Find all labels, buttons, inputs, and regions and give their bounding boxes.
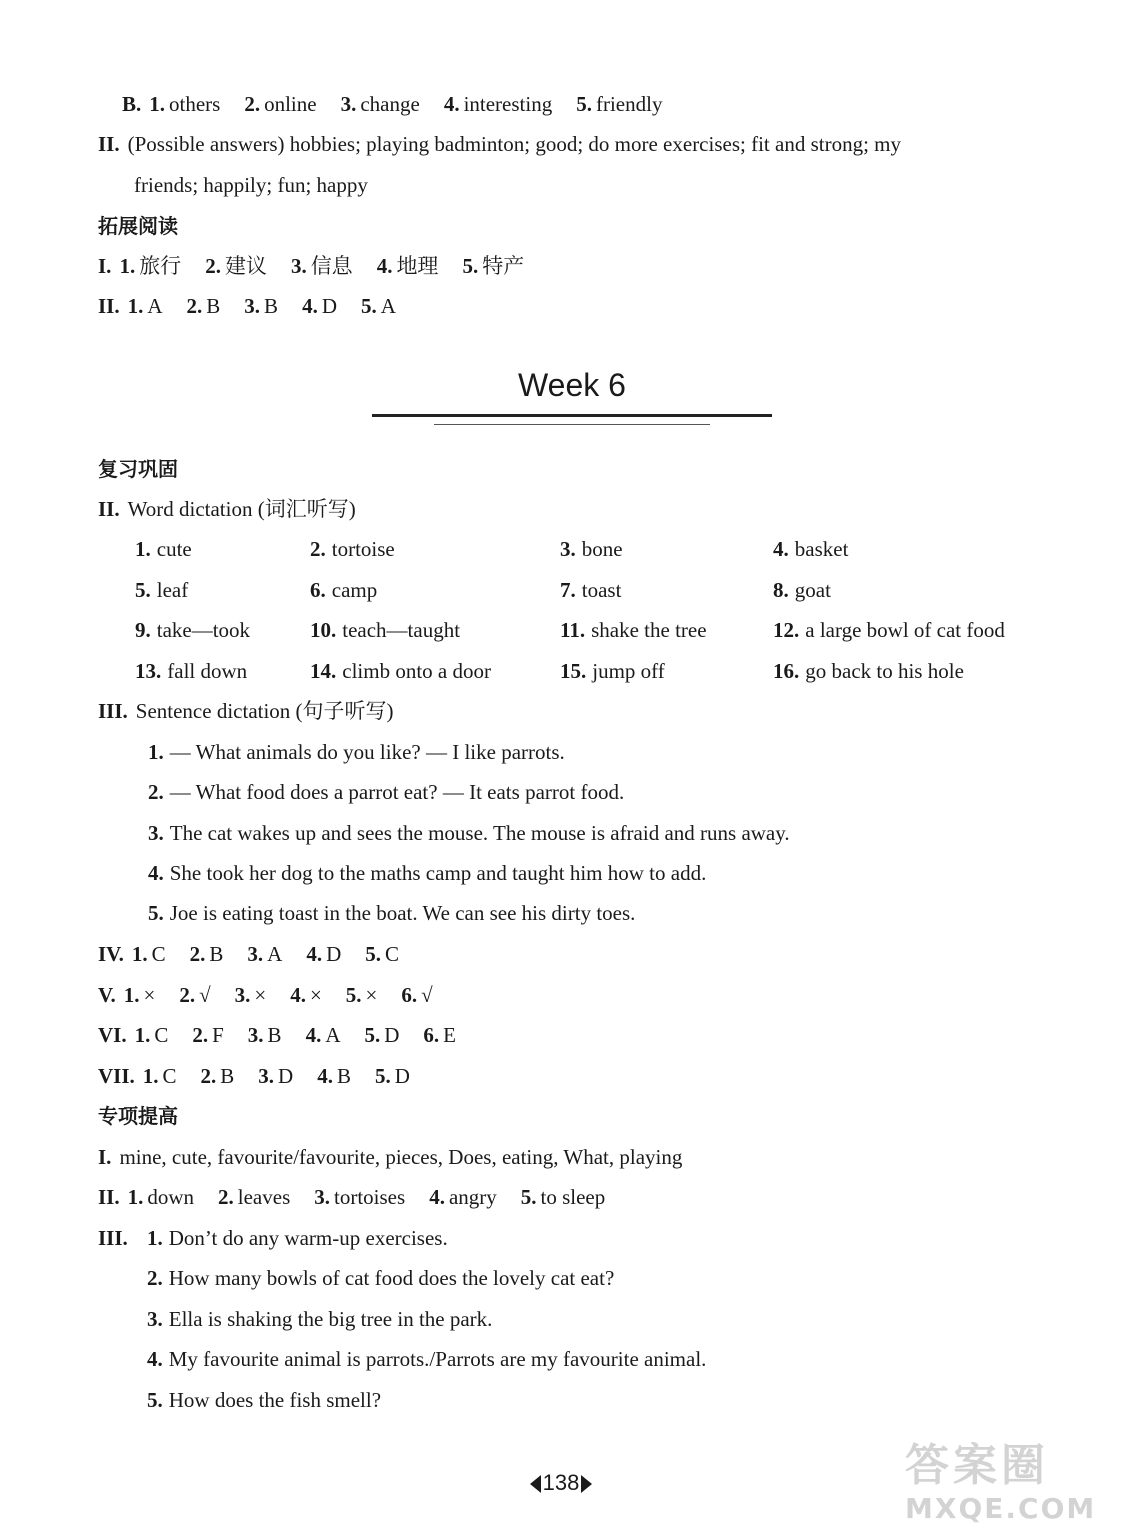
answer-item: [314, 1183, 405, 1211]
inline-items: [135, 1023, 480, 1047]
answer-item: [190, 940, 224, 968]
answer-item: [205, 252, 267, 280]
item-answer: D: [321, 294, 337, 318]
word-item: [560, 657, 665, 685]
sentence-item: [147, 1305, 492, 1333]
section-title: Word dictation (词汇听写): [127, 497, 356, 521]
sentence-text: She took her dog to the maths camp and taught him how to add.: [169, 861, 707, 885]
answer-item: [401, 981, 432, 1009]
answer-item: [201, 1062, 235, 1090]
sentence-item: [147, 1264, 614, 1292]
item-number: 5.: [576, 92, 592, 116]
sentence-text: Joe is eating toast in the boat. We can see his dirty toes.: [169, 901, 636, 925]
answer-item: [576, 90, 662, 118]
item-number: 1.: [131, 942, 148, 966]
sentence-item: [148, 899, 635, 927]
item-number: 3.: [290, 254, 307, 278]
item-answer: fall down: [167, 659, 248, 683]
item-answer: cute: [156, 537, 192, 561]
item-number: 10.: [310, 618, 337, 642]
sentence-item: [148, 778, 624, 806]
answer-item: [192, 1021, 223, 1049]
left-triangle-icon: [530, 1475, 541, 1493]
title-underline-thin: [434, 424, 710, 425]
item-answer: jump off: [592, 659, 665, 683]
answer-item: [317, 1062, 351, 1090]
watermark-cn: 答案圈: [905, 1440, 1049, 1491]
item-number: 1.: [123, 983, 140, 1007]
answer-item: [290, 981, 322, 1009]
answer-line-vi: [98, 1021, 480, 1049]
item-number: 4.: [305, 1023, 322, 1047]
item-answer: A: [147, 294, 163, 318]
inline-items: [128, 1185, 630, 1209]
sentence-text: My favourite animal is parrots./Parrots are my favourite animal.: [168, 1347, 707, 1371]
section-label: I.: [98, 1145, 112, 1169]
item-number: 2.: [148, 780, 164, 804]
answer-item: [302, 292, 337, 320]
answer-item: [128, 292, 163, 320]
item-answer: 旅行: [139, 254, 182, 278]
week-title: Week 6: [518, 367, 626, 403]
item-number: 4.: [376, 254, 393, 278]
sentence-text: How does the fish smell?: [168, 1388, 382, 1412]
answer-item: [247, 940, 282, 968]
answer-item: [306, 940, 341, 968]
item-answer: A: [267, 942, 283, 966]
word-item: [310, 616, 460, 644]
word-item: [560, 616, 707, 644]
word-dictation-title: [98, 495, 356, 523]
item-number: 5.: [135, 578, 151, 602]
item-number: 3.: [244, 294, 261, 318]
sentence-text: The cat wakes up and sees the mouse. The mouse is afraid and runs away.: [169, 821, 790, 845]
answer-item: [132, 940, 166, 968]
sentence-text: Ella is shaking the big tree in the park.: [168, 1307, 493, 1331]
answer-item: [306, 1021, 341, 1049]
item-answer: A: [380, 294, 396, 318]
item-number: 4.: [302, 294, 318, 318]
answer-item: [248, 1021, 282, 1049]
watermark-logo: [905, 1440, 1115, 1530]
answer-item: [235, 981, 267, 1009]
item-number: 3.: [234, 983, 251, 1007]
sentence-dictation-title: [98, 697, 394, 725]
word-item: [773, 657, 964, 685]
answer-item: [364, 1021, 399, 1049]
answer-line-b: [122, 90, 686, 118]
sentence-text: — What animals do you like? — I like parrots.: [169, 740, 565, 764]
item-number: 5.: [365, 942, 382, 966]
word-item: [135, 535, 192, 563]
item-number: 5.: [148, 901, 164, 925]
item-answer: tortoise: [331, 537, 395, 561]
answer-line-vii: [98, 1062, 434, 1090]
answer-line-ii: [98, 130, 901, 158]
item-answer: leaf: [156, 578, 189, 602]
answer-item: [149, 90, 220, 118]
item-answer: 信息: [310, 254, 353, 278]
item-number: 2.: [218, 1185, 234, 1209]
item-number: 5.: [364, 1023, 381, 1047]
answer-line-iv: [98, 940, 423, 968]
answer-item: [291, 252, 353, 280]
item-answer: C: [154, 1023, 169, 1047]
item-answer: 地理: [396, 254, 439, 278]
answer-line-ii-continued: [134, 171, 368, 199]
item-answer: climb onto a door: [342, 659, 491, 683]
answer-item: [341, 90, 420, 118]
word-item: [310, 657, 491, 685]
item-number: 2.: [205, 254, 221, 278]
section-label: VII.: [98, 1064, 135, 1088]
item-number: 3.: [247, 1023, 264, 1047]
sentence-item: [147, 1224, 448, 1252]
section-label: I.: [98, 254, 112, 278]
section-label: IV.: [98, 942, 124, 966]
item-answer: basket: [794, 537, 849, 561]
answer-item: [462, 252, 524, 280]
answer-item: [423, 1021, 456, 1049]
sentence-item: [148, 859, 706, 887]
item-number: 14.: [310, 659, 337, 683]
item-number: 5.: [147, 1388, 163, 1412]
item-number: 2.: [147, 1266, 163, 1290]
item-answer: D: [326, 942, 342, 966]
item-number: 1.: [135, 537, 151, 561]
answer-item: [119, 252, 181, 280]
sentence-text: — What food does a parrot eat? — It eats parrot food.: [169, 780, 625, 804]
item-number: 5.: [462, 254, 479, 278]
item-answer: B: [264, 294, 279, 318]
item-answer: ×: [143, 983, 156, 1007]
answer-item: [375, 1062, 410, 1090]
answer-line-v: [98, 981, 457, 1009]
word-item: [560, 535, 623, 563]
answer-item: [187, 292, 221, 320]
answer-line-iii-label: [98, 1224, 128, 1252]
answer-item: [244, 90, 316, 118]
item-answer: down: [147, 1185, 195, 1209]
item-number: 13.: [135, 659, 162, 683]
answer-text: (Possible answers) hobbies; playing badminton; good; do more exercises; fit and strong; my: [127, 132, 901, 156]
word-item: [135, 657, 247, 685]
item-number: 7.: [560, 578, 576, 602]
item-answer: C: [151, 942, 166, 966]
item-answer: ×: [254, 983, 267, 1007]
item-answer: 特产: [482, 254, 525, 278]
item-number: 2.: [244, 92, 261, 116]
answer-item: [128, 1183, 194, 1211]
section-heading-extended-reading: 拓展阅读: [98, 214, 178, 238]
item-number: 9.: [135, 618, 151, 642]
item-answer: 建议: [224, 254, 267, 278]
item-number: 4.: [429, 1185, 445, 1209]
item-answer: bone: [581, 537, 623, 561]
sentence-item: [148, 738, 565, 766]
item-number: 4.: [773, 537, 789, 561]
sentence-item: [147, 1345, 706, 1373]
answer-item: [429, 1183, 497, 1211]
item-number: 5.: [345, 983, 362, 1007]
item-number: 4.: [443, 92, 460, 116]
answer-line-i: [98, 252, 548, 280]
item-number: 5.: [360, 294, 377, 318]
answer-item: [346, 981, 378, 1009]
item-answer: online: [264, 92, 317, 116]
word-item: [560, 576, 621, 604]
item-answer: friendly: [595, 92, 663, 116]
item-number: 2.: [200, 1064, 217, 1088]
answer-text: mine, cute, favourite/favourite, pieces, Does, eating, What, playing: [119, 1145, 683, 1169]
item-answer: B: [220, 1064, 235, 1088]
item-answer: A: [325, 1023, 341, 1047]
word-item: [135, 616, 250, 644]
section-label: II.: [98, 294, 120, 318]
item-number: 1.: [127, 1185, 144, 1209]
word-item: [773, 616, 1005, 644]
item-number: 11.: [560, 618, 586, 642]
item-answer: E: [443, 1023, 456, 1047]
section-title: Sentence dictation (句子听写): [135, 699, 394, 723]
item-number: 1.: [134, 1023, 151, 1047]
answer-item: [135, 1021, 169, 1049]
section-heading-review: 复习巩固: [98, 457, 178, 481]
item-answer: shake the tree: [591, 618, 707, 642]
item-answer: tortoises: [334, 1185, 406, 1209]
sentence-text: How many bowls of cat food does the lovely cat eat?: [168, 1266, 615, 1290]
section-label: II.: [98, 132, 120, 156]
item-answer: teach—taught: [342, 618, 461, 642]
item-answer: angry: [448, 1185, 497, 1209]
item-answer: a large bowl of cat food: [805, 618, 1005, 642]
answer-item: [218, 1183, 290, 1211]
answer-text: friends; happily; fun; happy: [134, 173, 368, 197]
item-number: 15.: [560, 659, 587, 683]
item-answer: toast: [581, 578, 622, 602]
answer-item: [258, 1062, 293, 1090]
section-label: III.: [98, 1226, 128, 1250]
item-number: 2.: [179, 983, 196, 1007]
item-number: 1.: [127, 294, 144, 318]
answer-line-i: [98, 1143, 682, 1171]
section-label: II.: [98, 1185, 120, 1209]
item-answer: D: [278, 1064, 294, 1088]
item-answer: camp: [331, 578, 378, 602]
answer-item: [377, 252, 439, 280]
item-answer: D: [384, 1023, 400, 1047]
item-number: 6.: [310, 578, 326, 602]
answer-item: [361, 292, 396, 320]
item-number: 4.: [290, 983, 306, 1007]
inline-items: [149, 92, 686, 116]
section-label: III.: [98, 699, 128, 723]
item-answer: interesting: [463, 92, 553, 116]
item-answer: C: [162, 1064, 177, 1088]
answer-item: [179, 981, 210, 1009]
item-number: 3.: [340, 92, 357, 116]
sentence-item: [148, 819, 790, 847]
item-number: 1.: [149, 92, 166, 116]
sentence-text: Don’t do any warm-up exercises.: [168, 1226, 448, 1250]
item-answer: to sleep: [540, 1185, 606, 1209]
inline-items: [119, 254, 548, 278]
answer-item: [444, 90, 552, 118]
item-answer: B: [206, 294, 221, 318]
item-number: 4.: [306, 942, 323, 966]
item-number: 3.: [560, 537, 576, 561]
item-answer: C: [385, 942, 400, 966]
answer-item: [521, 1183, 605, 1211]
inline-items: [132, 942, 423, 966]
item-answer: D: [394, 1064, 410, 1088]
item-number: 1.: [148, 740, 164, 764]
item-answer: ×: [309, 983, 322, 1007]
section-label: II.: [98, 497, 120, 521]
inline-items: [143, 1064, 434, 1088]
answer-item: [244, 292, 278, 320]
right-triangle-icon: [581, 1475, 592, 1493]
item-answer: B: [336, 1064, 351, 1088]
item-answer: √: [421, 983, 433, 1007]
item-answer: ×: [365, 983, 378, 1007]
word-item: [773, 576, 831, 604]
item-number: 3.: [258, 1064, 275, 1088]
item-number: 3.: [147, 1307, 163, 1331]
item-number: 1.: [147, 1226, 163, 1250]
answer-item: [365, 940, 399, 968]
item-answer: goat: [794, 578, 831, 602]
item-number: 2.: [186, 294, 203, 318]
item-number: 6.: [423, 1023, 440, 1047]
item-number: 12.: [773, 618, 800, 642]
section-heading-improvement: 专项提高: [98, 1104, 178, 1128]
answer-item: [143, 1062, 177, 1090]
word-item: [135, 576, 188, 604]
word-item: [310, 576, 377, 604]
sentence-item: [147, 1386, 381, 1414]
item-number: 6.: [401, 983, 418, 1007]
item-number: 5.: [374, 1064, 391, 1088]
item-answer: others: [169, 92, 221, 116]
item-number: 2.: [192, 1023, 209, 1047]
item-number: 3.: [148, 821, 164, 845]
item-number: 5.: [520, 1185, 537, 1209]
inline-items: [124, 983, 457, 1007]
item-answer: √: [199, 983, 211, 1007]
item-number: 1.: [119, 254, 136, 278]
word-item: [773, 535, 848, 563]
title-underline-thick: [372, 414, 772, 417]
answer-line-ii: [98, 292, 420, 320]
item-number: 1.: [142, 1064, 159, 1088]
item-number: 3.: [314, 1185, 331, 1209]
item-number: 4.: [317, 1064, 333, 1088]
word-item: [310, 535, 395, 563]
answer-item: [124, 981, 156, 1009]
item-number: 2.: [310, 537, 326, 561]
item-number: 2.: [189, 942, 206, 966]
item-answer: B: [209, 942, 224, 966]
item-answer: go back to his hole: [805, 659, 964, 683]
item-number: 4.: [147, 1347, 163, 1371]
item-number: 4.: [148, 861, 164, 885]
item-number: 16.: [773, 659, 800, 683]
item-number: 8.: [773, 578, 789, 602]
section-label: V.: [98, 983, 116, 1007]
inline-items: [128, 294, 420, 318]
section-label: VI.: [98, 1023, 127, 1047]
section-label: B.: [122, 92, 142, 116]
item-answer: F: [212, 1023, 224, 1047]
answer-line-ii: [98, 1183, 629, 1211]
item-answer: B: [267, 1023, 282, 1047]
watermark-en: MXQE.COM: [905, 1492, 1097, 1525]
item-number: 3.: [247, 942, 264, 966]
item-answer: change: [360, 92, 420, 116]
item-answer: take—took: [156, 618, 251, 642]
page-number-value: 138: [542, 1470, 580, 1495]
item-answer: leaves: [237, 1185, 291, 1209]
